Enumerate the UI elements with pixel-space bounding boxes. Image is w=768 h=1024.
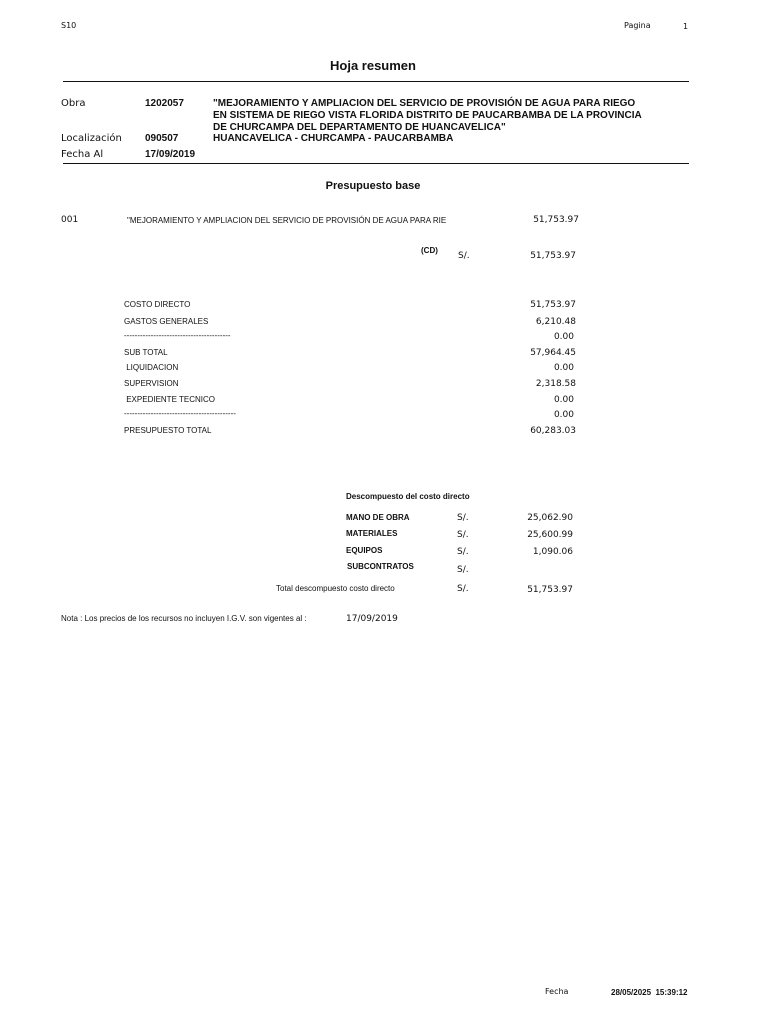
note-text: Nota : Los precios de los recursos no incluyen I.G.V. son vigentes al : <box>61 614 307 623</box>
breakdown-currency: S/. <box>457 513 469 523</box>
summary-value: 57,964.45 <box>530 348 576 358</box>
footer-fecha-label: Fecha <box>545 987 569 996</box>
obra-name-line-1: "MEJORAMIENTO Y AMPLIACION DEL SERVICIO DE PROVISIÓN DE AGUA PARA RIEGO <box>213 98 636 109</box>
fecha-value: 17/09/2019 <box>145 149 196 160</box>
item-code: 001 <box>61 215 79 225</box>
item-amount: 51,753.97 <box>533 215 579 225</box>
summary-label: PRESUPUESTO TOTAL <box>124 426 212 435</box>
obra-name-line-3: DE CHURCAMPA DEL DEPARTAMENTO DE HUANCAVELICA" <box>213 122 506 133</box>
breakdown-label: EQUIPOS <box>346 546 383 555</box>
breakdown-total-label: Total descompuesto costo directo <box>276 584 395 593</box>
breakdown-currency: S/. <box>457 565 469 575</box>
summary-value: 0.00 <box>553 395 574 405</box>
breakdown-label: MATERIALES <box>346 529 398 538</box>
breakdown-currency: S/. <box>457 547 469 557</box>
breakdown-value: 25,600.99 <box>527 530 573 540</box>
cd-label: (CD) <box>421 246 438 255</box>
title-divider <box>63 81 689 82</box>
app-code: S10 <box>61 21 77 30</box>
obra-code: 1202057 <box>145 98 184 109</box>
breakdown-label: SUBCONTRATOS <box>347 562 414 571</box>
summary-label: SUPERVISION <box>124 379 179 388</box>
localizacion-code: 090507 <box>145 133 179 144</box>
summary-value: 0.00 <box>553 410 574 420</box>
page-title: Hoja resumen <box>330 58 416 73</box>
summary-separator: ------------------------------------------ <box>124 409 236 418</box>
breakdown-total-value: 51,753.97 <box>527 585 573 595</box>
summary-label: SUB TOTAL <box>124 348 168 357</box>
fecha-label: Fecha Al <box>61 149 104 160</box>
summary-value: 6,210.48 <box>535 317 576 327</box>
page-number: 1 <box>683 22 689 31</box>
breakdown-total-currency: S/. <box>457 584 469 594</box>
summary-value: 0.00 <box>553 332 574 342</box>
footer-timestamp: 28/05/2025 15:39:12 <box>611 988 688 997</box>
breakdown-value: 25,062.90 <box>527 513 573 523</box>
summary-label: EXPEDIENTE TECNICO <box>124 395 215 404</box>
cd-currency: S/. <box>458 251 470 261</box>
summary-value: 2,318.58 <box>535 379 576 389</box>
obra-label: Obra <box>61 98 86 109</box>
item-description: "MEJORAMIENTO Y AMPLIACION DEL SERVICIO DE PROVISIÓN DE AGUA PARA RIE <box>127 216 447 225</box>
breakdown-value: 1,090.06 <box>532 547 573 557</box>
breakdown-title: Descompuesto del costo directo <box>346 492 470 501</box>
summary-label: COSTO DIRECTO <box>124 300 191 309</box>
summary-value: 51,753.97 <box>530 300 576 310</box>
summary-label: LIQUIDACION <box>124 363 179 372</box>
page-label: Pagina <box>624 21 651 30</box>
breakdown-currency: S/. <box>457 530 469 540</box>
localizacion-label: Localización <box>61 133 122 144</box>
cd-amount: 51,753.97 <box>530 251 576 261</box>
obra-name-line-2: EN SISTEMA DE RIEGO VISTA FLORIDA DISTRITO DE PAUCARBAMBA DE LA PROVINCIA <box>213 110 642 121</box>
breakdown-label: MANO DE OBRA <box>346 513 410 522</box>
summary-label: GASTOS GENERALES <box>124 317 209 326</box>
note-date: 17/09/2019 <box>346 614 398 624</box>
localizacion-name: HUANCAVELICA - CHURCAMPA - PAUCARBAMBA <box>213 133 454 144</box>
summary-value: 60,283.03 <box>530 426 576 436</box>
summary-separator: ---------------------------------------- <box>124 331 231 340</box>
summary-value: 0.00 <box>553 363 574 373</box>
budget-title: Presupuesto base <box>325 180 421 192</box>
info-divider <box>63 163 689 164</box>
